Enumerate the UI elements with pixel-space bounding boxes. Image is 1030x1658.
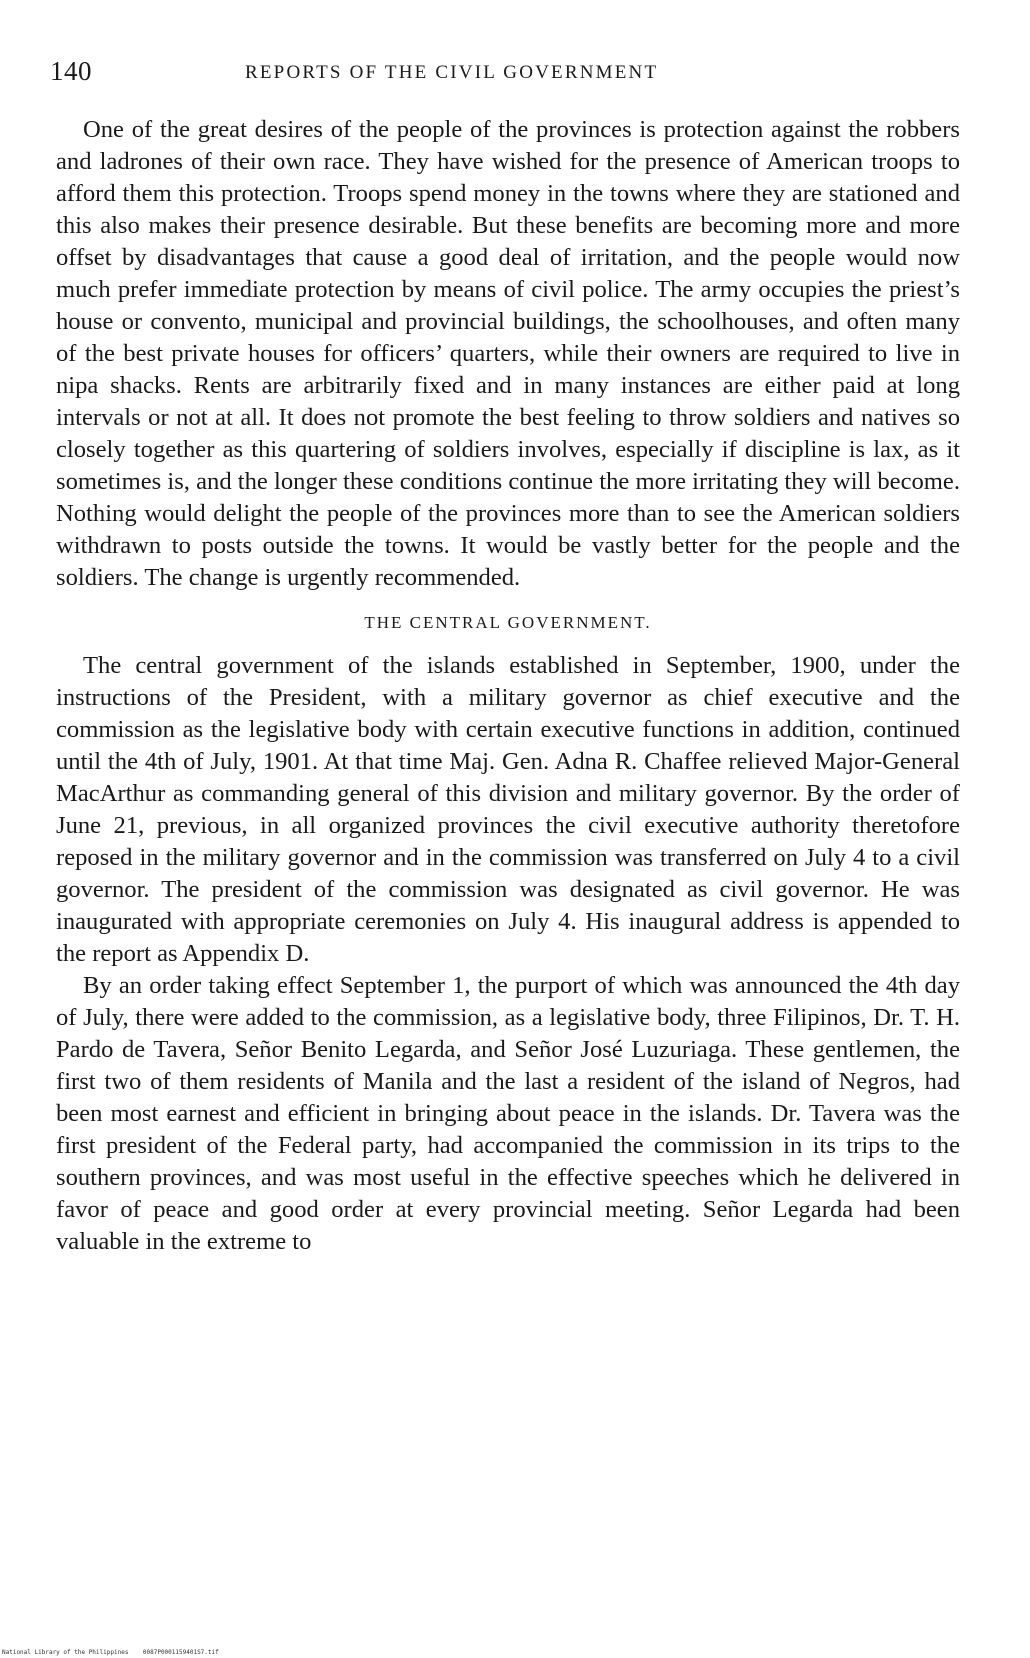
paragraph-central-government: The central government of the islands established in September, 1900, under the instructions of the President, with a military governor as chief executive and the commission as the legislative body with certain executive functions in addition, continued until the 4th of July, 1901. At that time Maj. Gen. Adna R. Chaffee relieved Major-General MacArthur as commanding general of this division and military governor. By the order of June 21, previous, in all organized provinces the civil executive authority theretofore reposed in the military governor and in the commission was transferred on July 4 to a civil governor. The president of the commission was designated as civil governor. He was inaugurated with appropriate ceremonies on July 4. His inaugural address is appended to the report as Appendix D.	[56, 652, 960, 967]
paragraph-commission-additions: By an order taking effect September 1, the purport of which was announced the 4th day of July, there were added to the commission, as a legislative body, three Filipinos, Dr. T. H. Pardo de Tavera, Señor Benito Legarda, and Señor José Luzuriaga. These gentlemen, the first two of them residents of Manila and the last a resident of the island of Negros, had been most earnest and efficient in bringing about peace in the islands. Dr. Tavera was the first president of the Federal party, had accompanied the commission in its trips to the southern provinces, and was most useful in the effective speeches which he delivered in favor of peace and good order at every provincial meeting. Señor Legarda had been valuable in the extreme to	[56, 972, 960, 1255]
paragraph-troops: One of the great desires of the people of the provinces is protection against the robbers and ladrones of their own race. They have wished for the presence of American troops to afford them this protection. Troops spend money in the towns where they are stationed and this also makes their presence desirable. But these benefits are becoming more and more offset by disadvantages that cause a good deal of irritation, and the people would now much prefer immediate protection by means of civil police. The army occupies the priest’s house or convento, municipal and provincial buildings, the schoolhouses, and often many of the best private houses for officers’ quarters, while their owners are required to live in nipa shacks. Rents are arbitrarily fixed and in many instances are either paid at long intervals or not at all. It does not promote the best feeling to throw soldiers and natives so closely together as this quartering of soldiers involves, especially if discipline is lax, as it sometimes is, and the longer these conditions continue the more irritating they will become. Nothing would delight the people of the provinces more than to see the American soldiers withdrawn to posts outside the towns. It would be vastly better for the people and the soldiers. The change is urgently recommended.	[56, 116, 960, 591]
running-head: REPORTS OF THE CIVIL GOVERNMENT	[245, 62, 659, 83]
page-header	[50, 56, 980, 90]
page-number: 140	[50, 56, 92, 86]
section-heading-central-government: THE CENTRAL GOVERNMENT.	[364, 613, 652, 632]
body-text	[56, 114, 960, 1258]
scan-footer: National Library of the Philippines 0087P0001159401S7.tif	[2, 1649, 219, 1656]
